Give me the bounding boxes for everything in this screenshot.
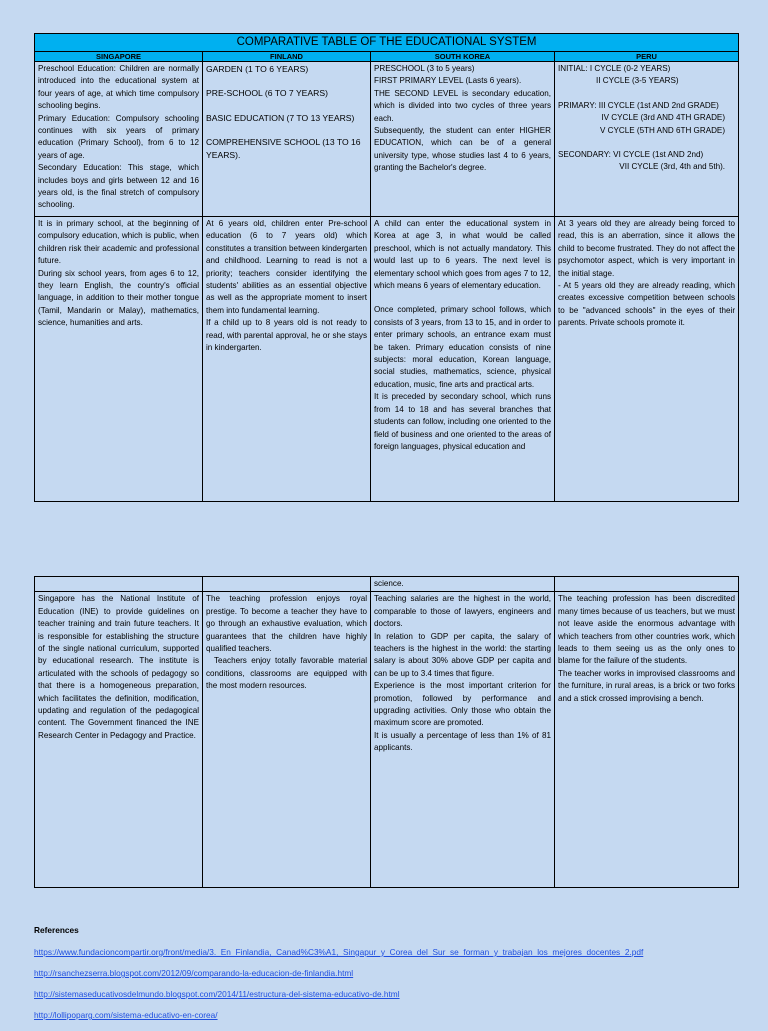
- cell-empty: [203, 577, 371, 592]
- paragraph: IV CYCLE (3rd AND 4TH GRADE): [601, 113, 726, 123]
- paragraph: During six school years, from ages 6 to 12, they learn English, the country's official language, in addition to their mother tongue (Tamil, Mandarin or Malay), mathematics, science, humanities and arts.: [38, 268, 199, 328]
- cell-finland-levels: [203, 62, 371, 217]
- paragraph: A child can enter the educational system in Korea at age 3, in what would be called preschool, which is not actually mandatory. This would last up to 6 years. The next level is elementary school which goes from ages 7 to 12, which means 6 years of elementary education.: [374, 219, 551, 291]
- paragraph: It is preceded by secondary school, which runs from 14 to 18 and has several branches that students can follow, including one oriented to the field of business and one oriented to the areas of foreign languages, physical education and: [374, 392, 551, 451]
- paragraph: If a child up to 8 years old is not ready to read, with parental approval, he or she stays in kindergarten.: [206, 318, 367, 353]
- column-header-peru: PERU: [555, 52, 739, 62]
- paragraph: The teacher works in improvised classrooms and the furniture, in rural areas, is a brick or two forks and a stick crossed improvising a bench.: [558, 668, 735, 703]
- table-row: [35, 577, 739, 592]
- reference-link[interactable]: http://rsanchezserra.blogspot.com/2012/09/comparando-la-educacion-de-finlandia.html: [34, 968, 354, 978]
- paragraph: THE SECOND LEVEL is secondary education, which is divided into two cycles of three years each.: [374, 88, 551, 123]
- cell-singapore-teachers: Singapore has the National Institute of Education (INE) to provide guidelines on teacher training and train future teachers. It is responsible for establishing the structure of the single national curriculum, supported by educational research. The institute is articulated with the schools of pedagogy so that there is a homogeneous preparation, which facilitates the definition, modification, updating and regulation of the pedagogical content. The Government financed the INE Research Center in Pedagogy and Practice.: [35, 592, 203, 888]
- paragraph: FIRST PRIMARY LEVEL (Lasts 6 years).: [374, 76, 522, 86]
- paragraph: Once completed, primary school follows, which consists of 3 years, from 13 to 15, and in order to enter primary schools, an entrance exam must be taken. Primary education consists of nine subjects: moral education, Korean language, social studies, mathematics, science, physical education, music, fine arts and practical arts.: [374, 305, 551, 389]
- paragraph: GARDEN (1 TO 6 YEARS): [206, 64, 309, 74]
- column-header-south-korea: SOUTH KOREA: [371, 52, 555, 62]
- references-title: References: [34, 925, 79, 935]
- cell-korea-system: [371, 217, 555, 502]
- paragraph: V CYCLE (5TH AND 6TH GRADE): [600, 125, 726, 135]
- paragraph: Primary Education: Compulsory schooling continues with six years of primary education (Primary School), from 6 to 12 years of age.: [38, 113, 199, 160]
- paragraph: Experience is the most important criterion for promotion, followed by performance and upgrading activities. Only those who obtain the maximum score are promoted.: [374, 681, 551, 728]
- cell-korea-teachers: [371, 592, 555, 888]
- cell-finland-preschool: [203, 217, 371, 502]
- paragraph: Secondary Education: This stage, which includes boys and girls between 12 and 16 years old, is the final stretch of compulsory schooling.: [38, 163, 199, 210]
- paragraph: Subsequently, the student can enter HIGHER EDUCATION, which can be of a general university type, whose studies last 4 to 6 years, granting the Bachelor's degree.: [374, 126, 551, 173]
- reference-link[interactable]: https://www.fundacioncompartir.org/front/media/3._En_Finlandia,_Canad%C3%A1,_Singapur_y_Corea_del_Sur_se_forman_y_trabajan_los_mejores_docentes_2.pdf: [34, 947, 644, 957]
- paragraph: At 6 years old, children enter Pre-school education (6 to 7 years old) which constitutes a transition between kindergarten and childhood. Learning to read is not a priority; teachers consider identifying the students' abilities as an essential objective as well as the appropriate moment to insert them into fundamental learning.: [206, 219, 367, 315]
- comparative-table: [34, 33, 739, 502]
- table-row: [35, 62, 739, 217]
- paragraph: II CYCLE (3-5 YEARS): [596, 76, 679, 86]
- cell-singapore-primary: [35, 217, 203, 502]
- paragraph: The teaching profession enjoys royal prestige. To become a teacher they have to go through an exhaustive evaluation, which guarantees that the children have highly qualified teachers.: [206, 594, 367, 654]
- cell-singapore-levels: [35, 62, 203, 217]
- cell-peru-teachers: [555, 592, 739, 888]
- table-row: [35, 592, 739, 888]
- paragraph: PRE-SCHOOL (6 TO 7 YEARS): [206, 88, 328, 99]
- paragraph: Teaching salaries are the highest in the world, comparable to those of lawyers, engineers and doctors.: [374, 594, 551, 629]
- comparative-table-continued: [34, 576, 739, 888]
- paragraph: SECONDARY: VI CYCLE (1st AND 2nd): [558, 150, 704, 160]
- paragraph: - At 5 years old they are already reading, which creates excessive competition between schools to be "advanced schools" in the eyes of their parents. Private schools promote it.: [558, 281, 736, 328]
- reference-link[interactable]: http://sistemaseducativosdelmundo.blogspot.com/2014/11/estructura-del-sistema-educativo-de.html: [34, 989, 400, 999]
- table-title: COMPARATIVE TABLE OF THE EDUCATIONAL SYSTEM: [35, 34, 739, 52]
- paragraph: COMPREHENSIVE SCHOOL (13 TO 16 YEARS).: [206, 137, 361, 160]
- column-header-finland: FINLAND: [203, 52, 371, 62]
- paragraph: BASIC EDUCATION (7 TO 13 YEARS): [206, 112, 355, 123]
- cell-empty: [35, 577, 203, 592]
- cell-empty: [555, 577, 739, 592]
- paragraph: Teachers enjoy totally favorable material conditions, classrooms are equipped with the most modern resources.: [206, 656, 367, 691]
- reference-link[interactable]: http://lollipoparg.com/sistema-educativo-en-corea/: [34, 1010, 218, 1020]
- paragraph: PRIMARY: III CYCLE (1st AND 2nd GRADE): [558, 100, 719, 110]
- paragraph: PRESCHOOL (3 to 5 years): [374, 64, 475, 73]
- paragraph: At 3 years old they are already being forced to read, this is an aberration, since it allows the child to become frustrated. They do not affect the psychomotor aspect, which is very important in the initial stage.: [558, 219, 736, 278]
- cell-korea-levels: [371, 62, 555, 217]
- cell-finland-teachers: [203, 592, 371, 888]
- paragraph: In relation to GDP per capita, the salary of teachers is the highest in the world: the starting salary is about 30% above GDP per capita and can be up to 3.4 times that figure.: [374, 631, 551, 678]
- cell-peru-levels: [555, 62, 739, 217]
- paragraph: It is usually a percentage of less than 1% of 81 applicants.: [374, 730, 551, 753]
- cell-korea-continued: science.: [371, 577, 555, 592]
- paragraph: VII CYCLE (3rd, 4th and 5th).: [619, 162, 726, 172]
- table-row: [35, 217, 739, 502]
- paragraph: The teaching profession has been discredited many times because of us teachers, but we must not leave aside the enormous advantage with which teachers from other countries work, which leads to them seeing us as the only ones to blame for the failure of the students.: [558, 594, 735, 666]
- paragraph: It is in primary school, at the beginning of compulsory education, which is public, when children risk their academic and professional future.: [38, 219, 199, 266]
- paragraph: INITIAL: I CYCLE (0-2 YEARS): [558, 64, 671, 73]
- cell-peru-reading: [555, 217, 739, 502]
- references-section: [34, 925, 754, 1031]
- column-header-singapore: SINGAPORE: [35, 52, 203, 62]
- paragraph: Preschool Education: Children are normally introduced into the educational system at four years of age, at which time compulsory schooling begins.: [38, 64, 199, 111]
